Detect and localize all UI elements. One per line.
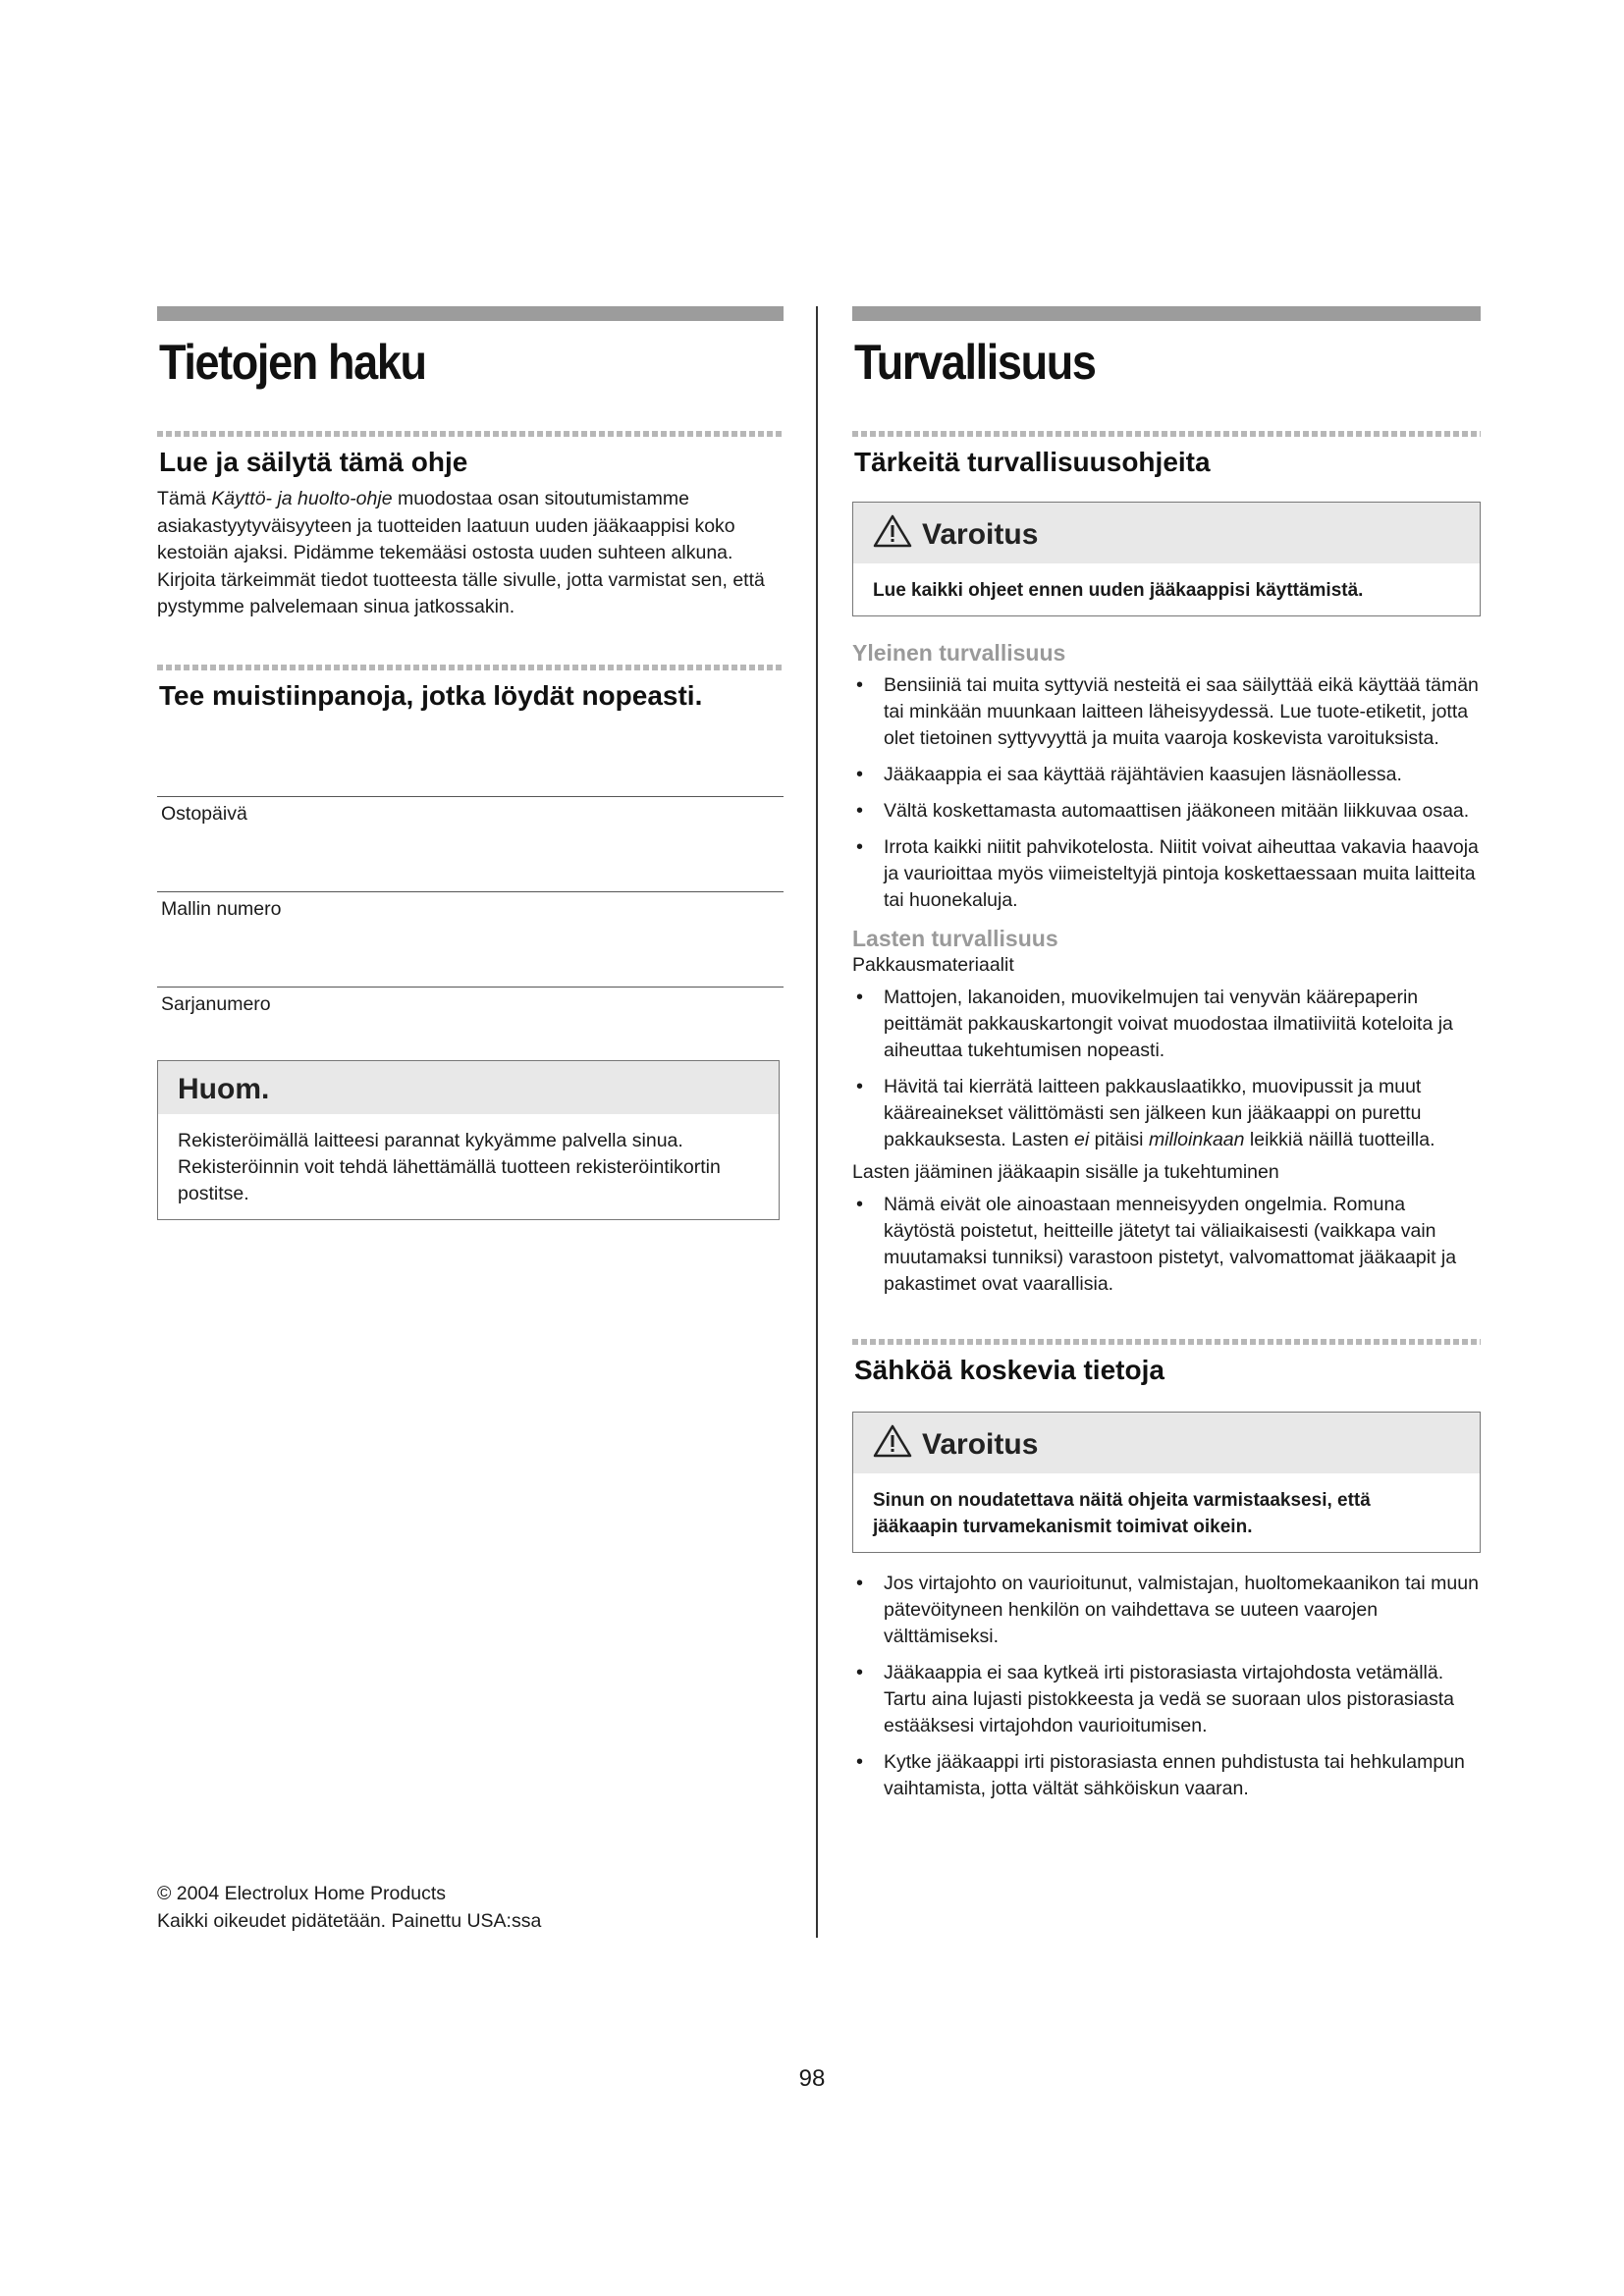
right-column [852, 306, 1481, 1812]
warning-box [852, 502, 1481, 616]
copyright-line: © 2004 Electrolux Home Products [157, 1883, 447, 1904]
trapped-label: Lasten jääminen jääkaapin sisälle ja tukehtuminen [852, 1161, 1279, 1183]
list-item: • Jääkaappia ei saa kytkeä irti pistorasiasta virtajohdosta vetämällä. Tartu aina lujasti pistokkeesta ja vedä se suoraan ulos pistorasiasta estääksesi virtajohdon vaurioitumisen. [852, 1660, 1481, 1739]
page-number: 98 [798, 2065, 826, 2092]
list-item: • Bensiiniä tai muita syttyviä nesteitä ei saa säilyttää eikä käyttää tämän tai minkään muunkaan laitteen läheisyydessä. Lue tuote-etiketit, jotta olet tietoinen syttyvyyttä ja muita vaaroja koskevista varoituksista. [852, 672, 1481, 752]
warning-title: Varoitus [922, 1428, 1039, 1461]
electrical-list [852, 1571, 1481, 1802]
section-body-keep-manual: Tämä Käyttö- ja huolto-ohje muodostaa osan sitoutumistamme asiakastyytyväisyyteen ja tuotteiden laatuun uuden jääkaappisi koko kestoiän ajaksi. Pidämme tekemääsi ostosta uuden suhteen alkuna. Kirjoita tärkeimmät tiedot tuotteesta tälle sivulle, jotta varmistat sen, että pystymme palvelemaan sinua jatkossakin. [157, 488, 765, 617]
section-heading-keep-manual: Lue ja säilytä tämä ohje [159, 447, 468, 477]
trapped-list [852, 1192, 1481, 1298]
field-purchase-date: Ostopäivä [157, 796, 784, 832]
list-item: • Jos virtajohto on vaurioitunut, valmistajan, huoltomekaanikon tai muun pätevöityneen henkilön on vaihdettava se uuteen vaarojen välttämiseksi. [852, 1571, 1481, 1650]
warning-title: Varoitus [922, 518, 1039, 551]
packaging-label: Pakkausmateriaalit [852, 954, 1014, 976]
list-item: • Vältä koskettamasta automaattisen jääkoneen mitään liikkuvaa osaa. [852, 798, 1481, 825]
dotted-rule [157, 431, 784, 437]
page-title-right: Turvallisuus [854, 335, 1096, 390]
warning-box-electrical [852, 1412, 1481, 1553]
rights-line: Kaikki oikeudet pidätetään. Painettu USA:ssa [157, 1910, 542, 1932]
field-serial-number: Sarjanumero [157, 987, 784, 1023]
general-safety-list [852, 672, 1481, 914]
list-item: • Kytke jääkaappi irti pistorasiasta ennen puhdistusta tai hehkulampun vaihtamista, jotta vältät sähköiskun vaaran. [852, 1749, 1481, 1802]
subheading-child-safety: Lasten turvallisuus [852, 926, 1058, 951]
section-heading-notes: Tee muistiinpanoja, jotka löydät nopeasti. [159, 679, 703, 711]
right-top-bar [852, 306, 1481, 321]
warning-triangle-icon [873, 514, 912, 556]
page-title-left: Tietojen haku [159, 335, 426, 390]
section-heading-safety: Tärkeitä turvallisuusohjeita [854, 447, 1211, 477]
note-box [157, 1060, 780, 1220]
warning-header [853, 503, 1480, 563]
left-column [157, 306, 784, 1220]
left-top-bar [157, 306, 784, 321]
copyright-footer [157, 1880, 541, 1935]
field-model-number: Mallin numero [157, 891, 784, 928]
list-item: • Irrota kaikki niitit pahvikotelosta. Niitit voivat aiheuttaa vakavia haavoja ja vaurioittaa myös viimeisteltyjä pintoja koskettaessaan muita laitteita tai huonekaluja. [852, 834, 1481, 914]
subheading-general-safety: Yleinen turvallisuus [852, 640, 1066, 666]
warning-body: Sinun on noudatettava näitä ohjeita varmistaaksesi, että jääkaapin turvamekanismit toimivat oikein. [873, 1490, 1371, 1537]
dotted-rule [157, 665, 784, 670]
dotted-rule [852, 431, 1481, 437]
list-item: • Hävitä tai kierrätä laitteen pakkauslaatikko, muovipussit ja muut kääreainekset välittömästi sen jälkeen kun jääkaappi on purettu pakkauksesta. Lasten ei pitäisi milloinkaan leikkiä näillä tuotteilla. [852, 1074, 1481, 1153]
note-title: Huom. [158, 1061, 779, 1114]
column-divider [816, 306, 818, 1938]
note-body: Rekisteröimällä laitteesi parannat kykyämme palvella sinua. Rekisteröinnin voit tehdä lähettämällä tuotteen rekisteröintikortin postitse. [178, 1129, 721, 1204]
list-item: • Jääkaappia ei saa käyttää räjähtävien kaasujen läsnäollessa. [852, 762, 1481, 788]
warning-triangle-icon [873, 1424, 912, 1466]
warning-body: Lue kaikki ohjeet ennen uuden jääkaappisi käyttämistä. [873, 580, 1364, 601]
child-safety-list [852, 985, 1481, 1153]
section-heading-electrical: Sähköä koskevia tietoja [854, 1355, 1164, 1385]
warning-header [853, 1413, 1480, 1473]
dotted-rule [852, 1339, 1481, 1345]
list-item: • Nämä eivät ole ainoastaan menneisyyden ongelmia. Romuna käytöstä poistetut, heitteille jätetyt tai väliaikaisesti (vaikkapa vain muutamaksi tunniksi) varastoon pistetyt, valvomattomat jääkaapit ja pakastimet ovat vaarallisia. [852, 1192, 1481, 1298]
list-item: • Mattojen, lakanoiden, muovikelmujen tai venyvän käärepaperin peittämät pakkauskartongit voivat muodostaa ilmatiiviitä koteloita ja aiheuttaa tukehtumisen nopeasti. [852, 985, 1481, 1064]
